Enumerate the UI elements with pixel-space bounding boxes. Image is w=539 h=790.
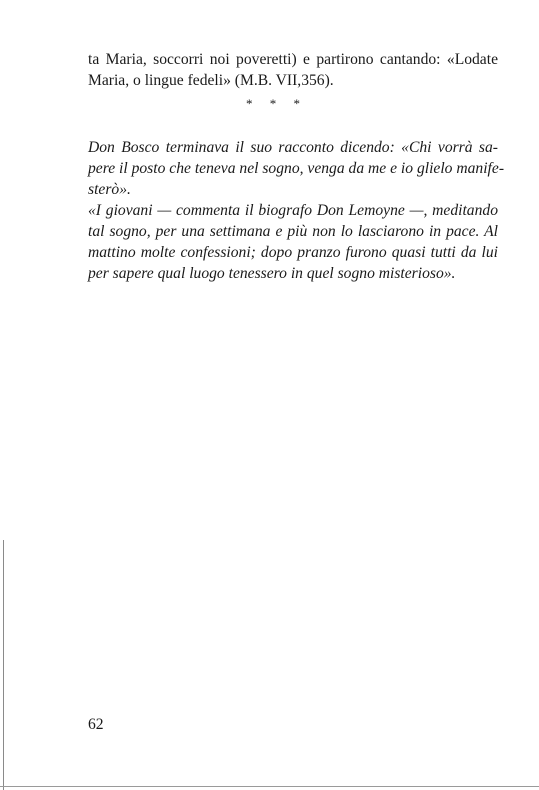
opening-paragraph: [88, 49, 498, 91]
text-line: mattino molte confessioni; dopo pranzo furono quasi tutti da lui: [88, 244, 498, 261]
page-number: 62: [88, 716, 104, 733]
text-line: tal sogno, per una settimana e più non lo lasciarono in pace. Al: [88, 223, 498, 240]
text-line: «I giovani — commenta il biografo Don Lemoyne —, meditando: [88, 202, 498, 219]
scan-edge-left: [3, 540, 4, 790]
section-separator: * * *: [246, 96, 307, 111]
scan-edge-bottom: [0, 786, 539, 787]
text-line: per sapere qual luogo tenessero in quel sogno misterioso».: [88, 265, 456, 282]
text-line: ta Maria, soccorri noi poveretti) e partirono cantando: «Lodate: [88, 51, 498, 68]
text-line: Don Bosco terminava il suo racconto dicendo: «Chi vorrà sa-: [88, 139, 498, 156]
text-line: pere il posto che teneva nel sogno, venga da me e io glielo manife-: [88, 160, 505, 177]
text-line: Maria, o lingue fedeli» (M.B. VII,356).: [88, 72, 334, 89]
italic-passage: [88, 137, 505, 284]
text-line: sterò».: [88, 181, 131, 198]
